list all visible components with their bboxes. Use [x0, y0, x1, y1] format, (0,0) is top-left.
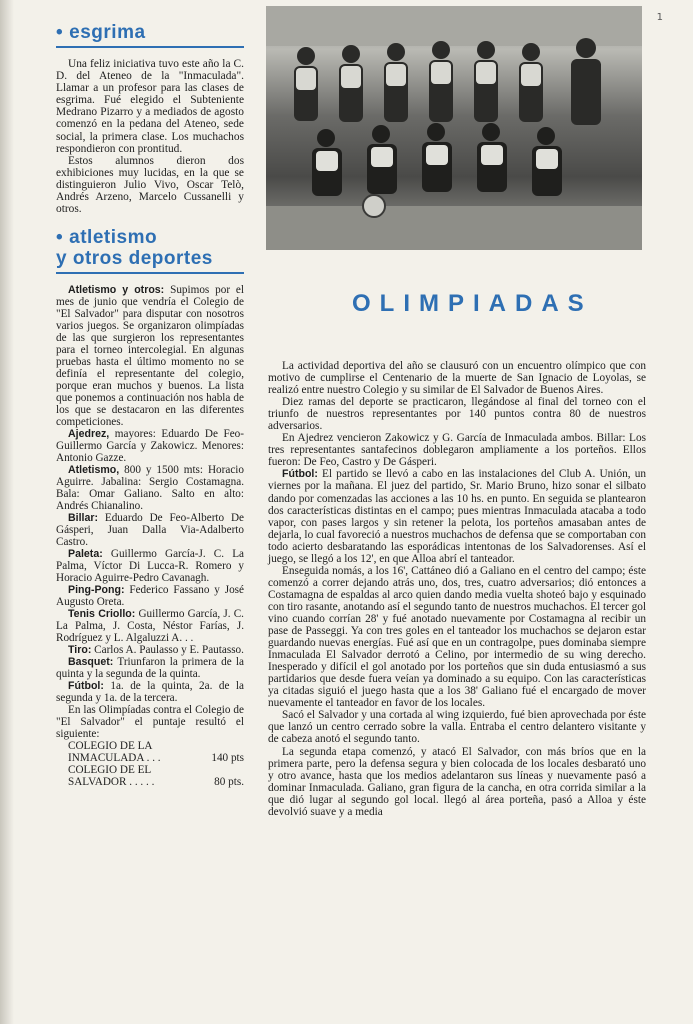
score-row: COLEGIO DE LA — [68, 740, 153, 753]
bullet-icon: • — [56, 22, 64, 43]
result-entry: Billar: Eduardo De Feo-Alberto De Gásperi, Juan Dalla Via-Adalberto Castro. — [56, 512, 244, 549]
result-entry: Atletismo, 800 y 1500 mts: Horacio Aguirre. Jabalina: Sergio Costamagna. Bala: Omar Galiano. Salto en alto: Andrés Chianalino. — [56, 464, 244, 513]
scores-summary: En las Olimpíadas contra el Colegio de "El Salvador" el puntaje resultó el siguiente: — [56, 704, 244, 741]
article-paragraph: Fútbol: El partido se llevó a cabo en las instalaciones del Club A. Unión, un viernes por la mañana. El juez del partido, Sr. Mario Bruno, hizo sonar el silbato dando por comenzadas las acciones a las 10 hs. en punto. En seguida se plantearon dos características distintas en el campo; pues mientras Inmaculada atacaba a todo vapor, con pases largos y sin retener la pelota, los porteños amasaban antes de dejarla, lo cual favoreció a nuestros muchachos de defensa que se comportaban con todo acierto desbaratando las esporádicas intentonas de los Salvadorenses. Así el juego, se llegó a los 12', en que Alloa abrí el tanteador. — [268, 468, 646, 565]
article-paragraph: La segunda etapa comenzó, y atacó El Salvador, con más bríos que en la primera parte, pero la defensa segura y bien colocada de los locales desbarató uno y otro avance, hasta que los medios adelantaron sus líneas y nuevamente pasó a dominar Inmaculada. Galiano, gran figura de la cancha, en otra corrida similar a la que dió lugar al segundo gol local. llegó al área porteña, pasó a Alloa y éste devolvió suave y a media — [268, 745, 646, 818]
score-row: COLEGIO DE EL — [68, 764, 152, 777]
right-column — [268, 360, 646, 818]
team-photo — [266, 6, 642, 250]
esgrima-paragraph: Una feliz iniciativa tuvo este año la C. D. del Ateneo de la "Inmaculada". Llamar a un profesor para las clases de esgrima. Fué elegido el Subteniente Medrano Pizarro y a mediados de agosto comenzó en la pedana del Ateneo, sede social, la primera clase. Los muchachos respondieron con prontitud. — [56, 58, 244, 155]
result-entry: Tiro: Carlos A. Paulasso y E. Pautasso. — [68, 644, 244, 657]
olimpiadas-title: OLIMPIADAS — [352, 290, 593, 317]
heading-rule — [56, 272, 244, 274]
team-photo-illustration — [266, 6, 642, 250]
article-paragraph: Enseguida nomás, a los 16', Cattáneo dió a Galiano en el centro del campo; éste comenzó a correr dejando atrás uno, dos, tres, cuatro adversarios; dió entonces a Costamagna de espaldas al arco quien dando media vuelta shoteó bajo y esquinado con tiro rasante, anotando así el segundo tanto de nuestros muchachos. El tercer gol vino cuando corrían 28' y fué anotado nuevamente por Costamagna al recibir un pase de Passeggi. Ya con tres goles en el tanteador los muchachos se dejaron estar guardando nuevas energías. Fué así que en un contragolpe, pues dominaba siempre Inmaculada El Salvador derrotó a Celino, por intermedio de su wing derecho. Inesperado y difícil el gol anotado por los porteños que sin duda entusiasmó a sus partidarios que desde fuera veían ya dominado a su equipo. Con las características ya citadas siguió el juego hasta que a los 38' Galiano fué el encargado de mover nuevamente el tanteador en favor de los locales. — [268, 564, 647, 710]
olimpiadas-article — [268, 360, 646, 818]
esgrima-heading: • esgrima — [56, 22, 146, 43]
results-list — [56, 428, 244, 704]
esgrima-paragraph: Estos alumnos dieron dos exhibiciones muy lucidas, en la que se distinguieron Julio Vivo, Oscar Telò, Andrés Arzeno, Marcelo Cussanelli y otros. — [56, 154, 244, 216]
result-entry: Ajedrez, mayores: Eduardo De Feo-Guillermo García y Zakowicz. Menores: Antonio Gazze. — [56, 428, 244, 465]
heading-rule — [56, 46, 244, 48]
article-paragraph: Sacó el Salvador y una cortada al wing izquierdo, fué bien aprovechada por éste que lanzó un centro cerrado sobre la valla. Entraba el centro delantero visitante y de cabeza anotó el segundo tanto. — [268, 709, 646, 746]
article-paragraph: La actividad deportiva del año se clausuró con un encuentro olímpico que con motivo de cumplirse el Centenario de la muerte de San Ignacio de Loyolas, se realizó entre nuestro Colegio y su similar de El Salvador de Buenos Aires. — [268, 360, 646, 397]
esgrima-text — [56, 58, 244, 215]
result-entry: Paleta: Guillermo García-J. C. La Palma, Víctor Di Lucca-R. Romero y Horacio Aguirre-Pedro Cavanagh. — [56, 548, 244, 585]
bullet-icon: • — [56, 227, 64, 249]
page-marker: 1 — [656, 12, 663, 23]
article-paragraph: En Ajedrez vencieron Zakowicz y G. García de Inmaculada ambos. Billar: Los tres representantes santafecinos doblegaron ampliamente a los porteños. Ellos fueron: De Feo, Castro y De Gásperi. — [268, 432, 646, 469]
result-entry: Ping-Pong: Federico Fassano y José Augusto Oreta. — [56, 584, 244, 609]
score-row: INMACULADA . . . 140 pts — [68, 752, 244, 765]
result-entry: Fútbol: 1a. de la quinta, 2a. de la segunda y 1a. de la tercera. — [56, 680, 244, 705]
scores-table — [56, 740, 244, 788]
score-row: SALVADOR . . . . . 80 pts. — [68, 776, 244, 789]
left-column — [56, 22, 244, 788]
page-gutter-shadow — [0, 0, 14, 1024]
atletismo-heading: • atletismo y otros deportes — [56, 227, 213, 270]
result-entry: Basquet: Triunfaron la primera de la quinta y la segunda de la quinta. — [56, 656, 244, 681]
result-entry: Tenis Criollo: Guillermo García, J. C. La Palma, J. Costa, Néstor Farías, J. Rodríguez y L. Algaluzzi A. . . — [56, 608, 244, 645]
article-paragraph: Diez ramas del deporte se practicaron, llegándose al final del torneo con el triunfo de nuestros representantes por 140 puntos contra 80 de nuestros adversarios. — [268, 396, 646, 433]
atletismo-intro: Atletismo y otros: Supimos por el mes de junio que vendría el Colegio de "El Salvador" para disputar con nosotros varios juegos. Se organizaron olimpíadas de las que surgieron los representantes para el torneo intercolegial. En algunas pruebas hasta el último momento no se definía el representante del colegio, porque eran muchos y buenos. La lista que ponemos a continuación nos habla de los que se destacaron en las diferentes competiciones. — [56, 284, 244, 429]
